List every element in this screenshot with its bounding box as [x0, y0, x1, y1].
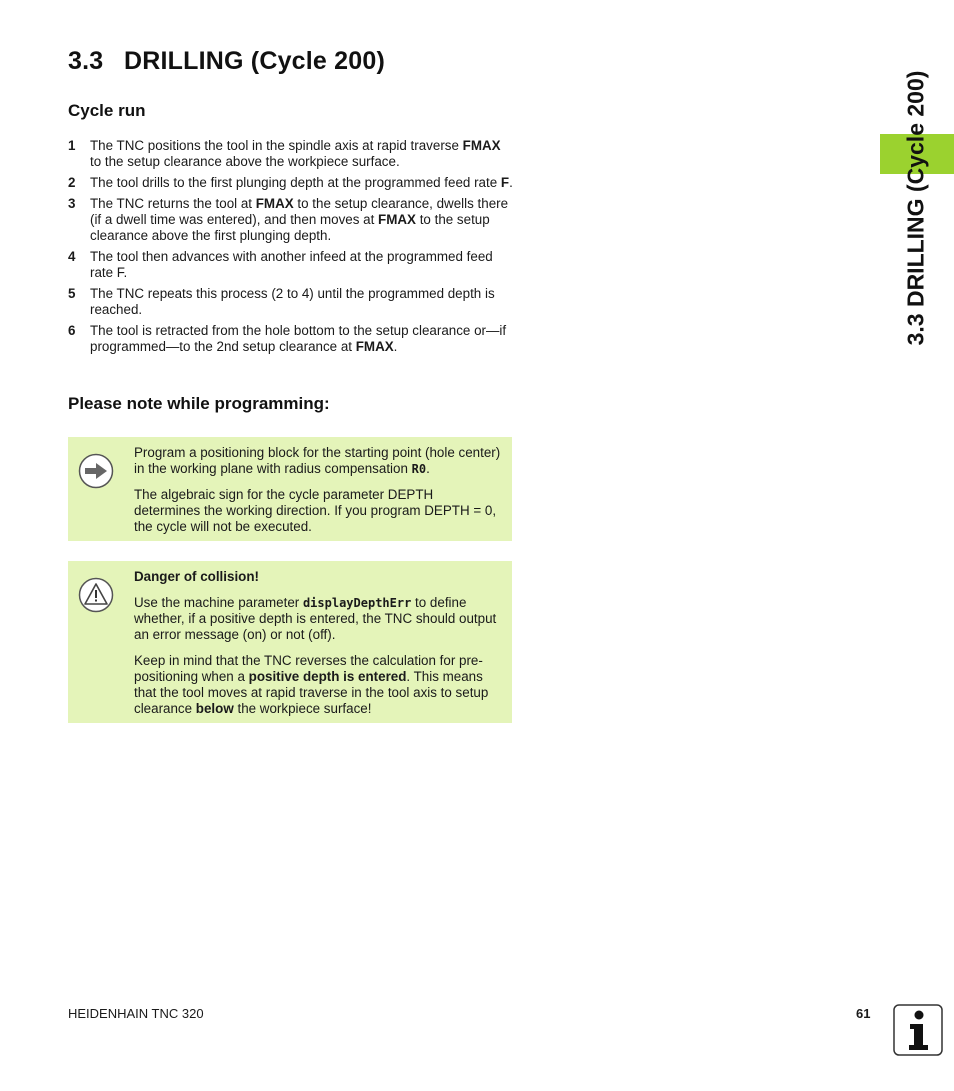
text-run: The tool is retracted from the hole bottom to the setup clearance or—if programmed—to the 2nd setup clearance at: [90, 323, 507, 354]
section-title-text: DRILLING (Cycle 200): [124, 47, 386, 75]
warning-paragraphs: [134, 595, 502, 717]
info-icon: [893, 1004, 943, 1056]
step-number: 2: [68, 175, 76, 190]
text-run: to the setup clearance above the first plunging depth.: [90, 212, 490, 243]
text-run: .: [426, 461, 430, 476]
note-paragraph: [134, 487, 502, 535]
step-number: 3: [68, 196, 76, 211]
text-run: The TNC repeats this process (2 to 4) until the programmed depth is reached.: [90, 286, 495, 317]
step-number: 4: [68, 249, 76, 264]
note-paragraph: [134, 653, 502, 717]
warning-title: Danger of collision!: [134, 569, 259, 584]
step-item: [68, 249, 513, 281]
code-text: R0: [411, 462, 427, 476]
step-item: [68, 175, 513, 191]
bold-text: below: [195, 701, 234, 716]
note-paragraph: [134, 595, 502, 643]
cycle-run-steps: [68, 138, 513, 360]
text-run: . This means that the tool moves at rapid traverse in the tool axis to setup clearance: [134, 669, 489, 716]
text-run: The TNC returns the tool at: [90, 196, 256, 211]
text-run: .: [509, 175, 513, 190]
step-number: 5: [68, 286, 76, 301]
note-box: [68, 437, 512, 541]
step-number: 1: [68, 138, 76, 153]
text-run: Program a positioning block for the starting point (hole center) in the working plane with radius compensation: [134, 445, 501, 476]
text-run: to define whether, if a positive depth is entered, the TNC should output an error message (on) or not (off).: [134, 595, 497, 642]
step-item: [68, 286, 513, 318]
text-run: Keep in mind that the TNC reverses the calculation for pre-positioning when a: [134, 653, 483, 684]
bold-text: FMAX: [462, 138, 501, 153]
step-item: [68, 196, 513, 244]
bold-text: FMAX: [355, 339, 394, 354]
code-text: displayDepthErr: [302, 596, 412, 610]
section-number: 3.3: [68, 47, 104, 75]
text-run: The tool then advances with another infeed at the programmed feed rate F.: [90, 249, 493, 280]
warning-triangle-icon: [78, 577, 114, 613]
step-item: [68, 323, 513, 355]
note-paragraph: [134, 445, 502, 477]
text-run: to the setup clearance, dwells there (if a dwell time was entered), and then moves at: [90, 196, 509, 227]
text-run: The tool drills to the first plunging depth at the programmed feed rate: [90, 175, 501, 190]
arrow-right-icon: [78, 453, 114, 489]
programming-notes-heading: Please note while programming:: [68, 394, 330, 413]
side-title: 3.3 DRILLING (Cycle 200): [902, 70, 929, 346]
text-run: to the setup clearance above the workpiece surface.: [90, 154, 400, 169]
bold-text: positive depth is entered: [248, 669, 407, 684]
page-title: [68, 47, 385, 76]
bold-text: FMAX: [378, 212, 416, 227]
step-number: 6: [68, 323, 76, 338]
warning-box: [68, 561, 512, 723]
page-number: 61: [856, 1006, 871, 1021]
text-run: The TNC positions the tool in the spindle axis at rapid traverse: [90, 138, 463, 153]
text-run: Use the machine parameter: [134, 595, 303, 610]
text-run: .: [393, 339, 398, 354]
text-run: The algebraic sign for the cycle parameter DEPTH determines the working direction. If you program DEPTH = 0, the cycle will not be executed.: [134, 487, 497, 534]
text-run: the workpiece surface!: [233, 701, 372, 716]
footer-product: HEIDENHAIN TNC 320: [68, 1006, 204, 1021]
bold-text: FMAX: [255, 196, 294, 211]
bold-text: F: [500, 175, 510, 190]
note-paragraphs: [134, 445, 502, 535]
cycle-run-heading: Cycle run: [68, 101, 146, 120]
step-item: [68, 138, 513, 170]
